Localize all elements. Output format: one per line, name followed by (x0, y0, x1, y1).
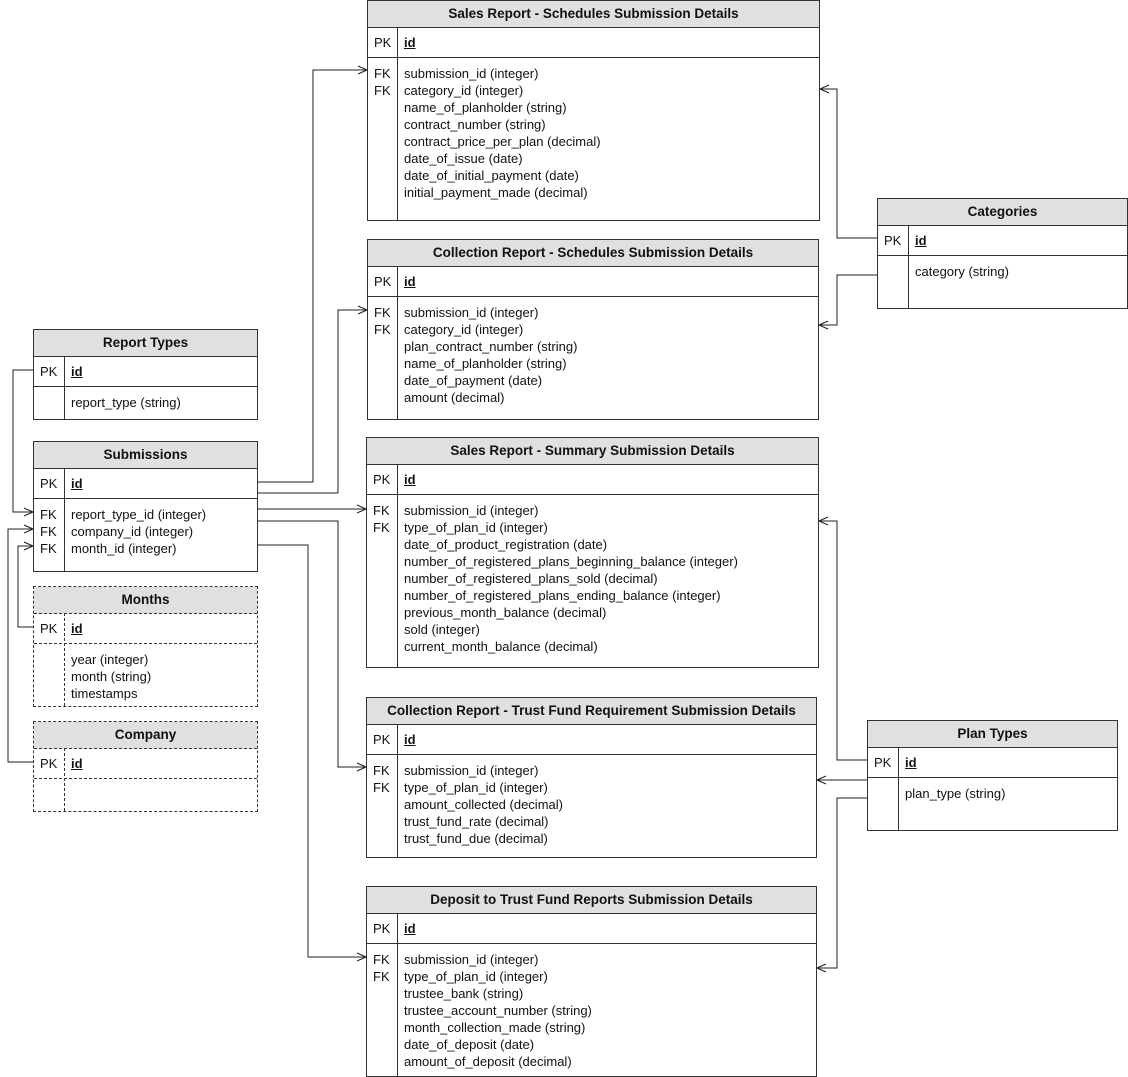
field-row: submission_id (integer) (404, 503, 539, 518)
fk-label: FK (40, 524, 57, 539)
entity-company[interactable] (33, 721, 258, 812)
field-row: date_of_deposit (date) (404, 1037, 535, 1052)
field-row: name_of_planholder (string) (404, 356, 567, 371)
entity-title: Collection Report - Trust Fund Requirement Submission Details (367, 698, 816, 725)
field-row: plan_contract_number (string) (404, 339, 578, 354)
fk-label: FK (374, 83, 391, 98)
pk-label: PK (373, 921, 391, 936)
entity-title: Sales Report - Schedules Submission Details (368, 1, 819, 28)
pk-label: PK (40, 621, 58, 636)
field-row: month (string) (71, 669, 152, 684)
field-row: number_of_registered_plans_ending_balance (integer) (404, 588, 721, 603)
entity-title: Plan Types (868, 721, 1117, 748)
field-row: amount_collected (decimal) (404, 797, 563, 812)
entity-months[interactable] (33, 586, 258, 707)
key-column (40, 506, 57, 557)
pk-label: PK (373, 472, 391, 487)
fk-label: FK (374, 305, 391, 320)
entity-title: Submissions (34, 442, 257, 469)
field-row: year (integer) (71, 652, 149, 667)
key-column (374, 304, 391, 338)
relationship-line (817, 776, 867, 784)
relationship-line (18, 542, 33, 627)
relationship-line (13, 370, 33, 516)
entity-title: Company (34, 722, 257, 749)
fk-label: FK (373, 952, 390, 967)
field-list (71, 651, 151, 702)
field-list (905, 785, 1005, 802)
field-row: sold (integer) (404, 622, 480, 637)
fk-label: FK (373, 520, 390, 535)
pk-field: id (71, 621, 83, 636)
field-row: plan_type (string) (905, 786, 1006, 801)
pk-field: id (71, 756, 83, 771)
field-row: submission_id (integer) (404, 763, 539, 778)
pk-field: id (404, 274, 416, 289)
key-column (373, 951, 390, 985)
relationship-line (820, 85, 877, 238)
pk-field: id (404, 35, 416, 50)
fk-label: FK (373, 780, 390, 795)
entity-categories[interactable] (877, 198, 1128, 309)
entity-title: Report Types (34, 330, 257, 357)
field-list (404, 951, 592, 1070)
field-list (71, 506, 206, 557)
entity-collection-report-schedules[interactable] (367, 239, 819, 420)
pk-label: PK (874, 755, 892, 770)
fk-label: FK (374, 322, 391, 337)
entity-sales-report-summary[interactable] (366, 437, 819, 668)
field-list (404, 762, 563, 847)
field-row: type_of_plan_id (integer) (404, 520, 548, 535)
field-row: contract_number (string) (404, 117, 546, 132)
pk-label: PK (40, 364, 58, 379)
field-row: timestamps (71, 686, 138, 701)
relationship-line (817, 798, 867, 972)
pk-field: id (905, 755, 917, 770)
key-column (373, 502, 390, 536)
entity-title: Deposit to Trust Fund Reports Submission Details (367, 887, 816, 914)
fk-label: FK (373, 969, 390, 984)
field-row: date_of_initial_payment (date) (404, 168, 579, 183)
pk-field: id (404, 472, 416, 487)
relationship-line (819, 517, 867, 760)
field-row: trust_fund_rate (decimal) (404, 814, 549, 829)
field-row: name_of_planholder (string) (404, 100, 567, 115)
pk-field: id (71, 364, 83, 379)
pk-label: PK (374, 35, 392, 50)
field-row: trust_fund_due (decimal) (404, 831, 548, 846)
field-row: type_of_plan_id (integer) (404, 780, 548, 795)
entity-title: Months (34, 587, 257, 614)
field-row: month_id (integer) (71, 541, 177, 556)
field-row: type_of_plan_id (integer) (404, 969, 548, 984)
field-row: number_of_registered_plans_sold (decimal) (404, 571, 658, 586)
entity-title: Collection Report - Schedules Submission Details (368, 240, 818, 267)
field-list (404, 65, 601, 201)
field-row: month_collection_made (string) (404, 1020, 586, 1035)
entity-title: Sales Report - Summary Submission Details (367, 438, 818, 465)
field-row: submission_id (integer) (404, 66, 539, 81)
entity-report-types[interactable] (33, 329, 258, 420)
entity-submissions[interactable] (33, 441, 258, 572)
entity-deposit-trust-fund[interactable] (366, 886, 817, 1077)
pk-label: PK (374, 274, 392, 289)
field-row: date_of_payment (date) (404, 373, 543, 388)
relationship-line (258, 521, 366, 771)
field-row: initial_payment_made (decimal) (404, 185, 588, 200)
field-row: current_month_balance (decimal) (404, 639, 598, 654)
field-row: date_of_product_registration (date) (404, 537, 608, 552)
key-column (373, 762, 390, 796)
field-list (404, 304, 577, 406)
pk-label: PK (884, 233, 902, 248)
pk-label: PK (373, 732, 391, 747)
field-row: trustee_bank (string) (404, 986, 524, 1001)
relationship-line (8, 525, 33, 762)
entity-title: Categories (878, 199, 1127, 226)
field-row: report_type_id (integer) (71, 507, 207, 522)
pk-field: id (915, 233, 927, 248)
entity-trust-fund-requirement[interactable] (366, 697, 817, 858)
field-row: amount_of_deposit (decimal) (404, 1054, 572, 1069)
pk-label: PK (40, 756, 58, 771)
field-row: category_id (integer) (404, 83, 524, 98)
field-list (71, 394, 181, 411)
relationship-line (258, 545, 366, 961)
field-row: trustee_account_number (string) (404, 1003, 592, 1018)
pk-label: PK (40, 476, 58, 491)
relationship-line (258, 66, 367, 482)
field-list (915, 263, 1009, 280)
fk-label: FK (374, 66, 391, 81)
fk-label: FK (373, 503, 390, 518)
entity-plan-types[interactable] (867, 720, 1118, 831)
fk-label: FK (373, 763, 390, 778)
field-row: company_id (integer) (71, 524, 194, 539)
field-row: submission_id (integer) (404, 305, 539, 320)
field-row: contract_price_per_plan (decimal) (404, 134, 601, 149)
relationship-line (819, 275, 877, 329)
field-row: amount (decimal) (404, 390, 505, 405)
pk-field: id (404, 732, 416, 747)
relationship-line (258, 306, 367, 493)
field-row: number_of_registered_plans_beginning_balance (integer) (404, 554, 738, 569)
relationship-line (258, 505, 366, 513)
pk-field: id (404, 921, 416, 936)
field-row: category_id (integer) (404, 322, 524, 337)
entity-sales-report-schedules[interactable] (367, 0, 820, 221)
field-row: previous_month_balance (decimal) (404, 605, 607, 620)
pk-field: id (71, 476, 83, 491)
field-row: date_of_issue (date) (404, 151, 523, 166)
fk-label: FK (40, 541, 57, 556)
field-list (404, 502, 738, 655)
fk-label: FK (40, 507, 57, 522)
field-row: report_type (string) (71, 395, 181, 410)
key-column (374, 65, 391, 99)
field-row: category (string) (915, 264, 1009, 279)
field-row: submission_id (integer) (404, 952, 539, 967)
